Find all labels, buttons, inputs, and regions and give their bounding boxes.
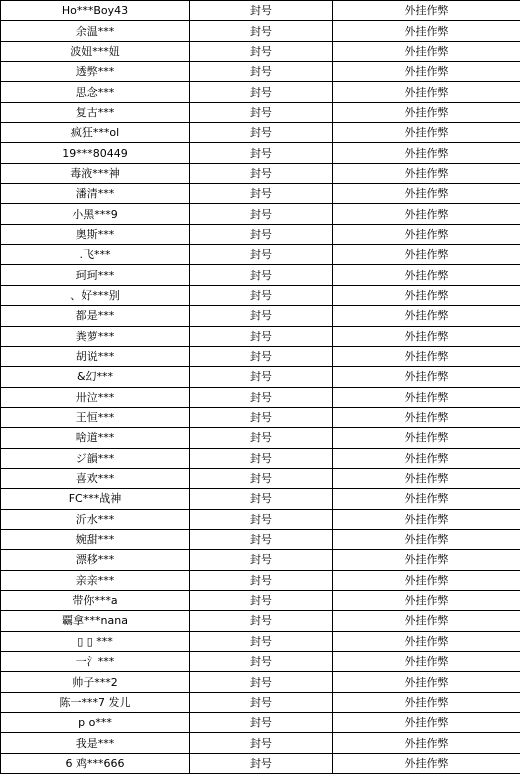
penalty-cell: 封号 xyxy=(190,387,333,407)
player-name-cell: 卅泣*** xyxy=(1,387,190,407)
reason-cell: 外挂作弊 xyxy=(333,224,520,244)
table-row xyxy=(1,143,520,163)
table-row xyxy=(1,448,520,468)
penalty-cell: 封号 xyxy=(190,590,333,610)
reason-cell: 外挂作弊 xyxy=(333,631,520,651)
reason-cell: 外挂作弊 xyxy=(333,21,520,41)
penalty-cell: 封号 xyxy=(190,204,333,224)
reason-cell: 外挂作弊 xyxy=(333,611,520,631)
player-name-cell: 都是*** xyxy=(1,306,190,326)
penalty-cell: 封号 xyxy=(190,672,333,692)
reason-cell: 外挂作弊 xyxy=(333,692,520,712)
reason-cell: 外挂作弊 xyxy=(333,448,520,468)
penalty-cell: 封号 xyxy=(190,123,333,143)
player-name-cell: p o*** xyxy=(1,713,190,733)
table-row xyxy=(1,21,520,41)
penalty-cell: 封号 xyxy=(190,468,333,488)
reason-cell: 外挂作弊 xyxy=(333,102,520,122)
table-row xyxy=(1,713,520,733)
reason-cell: 外挂作弊 xyxy=(333,285,520,305)
table-row xyxy=(1,590,520,610)
player-name-cell: 透弊*** xyxy=(1,62,190,82)
reason-cell: 外挂作弊 xyxy=(333,123,520,143)
penalty-cell: 封号 xyxy=(190,306,333,326)
table-row xyxy=(1,62,520,82)
penalty-cell: 封号 xyxy=(190,509,333,529)
reason-cell: 外挂作弊 xyxy=(333,590,520,610)
player-name-cell: 帅子***2 xyxy=(1,672,190,692)
player-name-cell: &幻*** xyxy=(1,367,190,387)
ban-list-body xyxy=(1,1,520,774)
reason-cell: 外挂作弊 xyxy=(333,326,520,346)
penalty-cell: 封号 xyxy=(190,21,333,41)
table-row xyxy=(1,407,520,427)
penalty-cell: 封号 xyxy=(190,143,333,163)
reason-cell: 外挂作弊 xyxy=(333,184,520,204)
player-name-cell: 、好***别 xyxy=(1,285,190,305)
penalty-cell: 封号 xyxy=(190,265,333,285)
table-row xyxy=(1,692,520,712)
penalty-cell: 封号 xyxy=(190,285,333,305)
table-row xyxy=(1,529,520,549)
player-name-cell: 余温*** xyxy=(1,21,190,41)
penalty-cell: 封号 xyxy=(190,733,333,753)
player-name-cell: ▯ ▯ *** xyxy=(1,631,190,651)
penalty-cell: 封号 xyxy=(190,1,333,21)
reason-cell: 外挂作弊 xyxy=(333,550,520,570)
table-row xyxy=(1,509,520,529)
player-name-cell: 覊拿***nana xyxy=(1,611,190,631)
player-name-cell: 亲亲*** xyxy=(1,570,190,590)
player-name-cell: 王恒*** xyxy=(1,407,190,427)
player-name-cell: 沂水*** xyxy=(1,509,190,529)
penalty-cell: 封号 xyxy=(190,611,333,631)
table-row xyxy=(1,1,520,21)
reason-cell: 外挂作弊 xyxy=(333,62,520,82)
table-row xyxy=(1,184,520,204)
table-row xyxy=(1,163,520,183)
player-name-cell: 毒液***神 xyxy=(1,163,190,183)
reason-cell: 外挂作弊 xyxy=(333,652,520,672)
table-row xyxy=(1,265,520,285)
penalty-cell: 封号 xyxy=(190,448,333,468)
table-row xyxy=(1,245,520,265)
penalty-cell: 封号 xyxy=(190,570,333,590)
table-row xyxy=(1,753,520,773)
table-row xyxy=(1,489,520,509)
player-name-cell: 疯狂***ol xyxy=(1,123,190,143)
player-name-cell: ジ韻*** xyxy=(1,448,190,468)
table-row xyxy=(1,346,520,366)
reason-cell: 外挂作弊 xyxy=(333,407,520,427)
reason-cell: 外挂作弊 xyxy=(333,570,520,590)
table-row xyxy=(1,672,520,692)
reason-cell: 外挂作弊 xyxy=(333,204,520,224)
reason-cell: 外挂作弊 xyxy=(333,265,520,285)
table-row xyxy=(1,611,520,631)
player-name-cell: 陈一***7 发儿 xyxy=(1,692,190,712)
reason-cell: 外挂作弊 xyxy=(333,346,520,366)
reason-cell: 外挂作弊 xyxy=(333,82,520,102)
reason-cell: 外挂作弊 xyxy=(333,41,520,61)
penalty-cell: 封号 xyxy=(190,163,333,183)
player-name-cell: 粪萝*** xyxy=(1,326,190,346)
player-name-cell: Ho***Boy43 xyxy=(1,1,190,21)
table-row xyxy=(1,428,520,448)
reason-cell: 外挂作弊 xyxy=(333,143,520,163)
penalty-cell: 封号 xyxy=(190,102,333,122)
reason-cell: 外挂作弊 xyxy=(333,509,520,529)
table-row xyxy=(1,652,520,672)
penalty-cell: 封号 xyxy=(190,62,333,82)
player-name-cell: 潘清*** xyxy=(1,184,190,204)
table-row xyxy=(1,102,520,122)
penalty-cell: 封号 xyxy=(190,326,333,346)
table-row xyxy=(1,306,520,326)
table-row xyxy=(1,41,520,61)
reason-cell: 外挂作弊 xyxy=(333,468,520,488)
player-name-cell: 小黑***9 xyxy=(1,204,190,224)
player-name-cell: 漂移*** xyxy=(1,550,190,570)
player-name-cell: 思念*** xyxy=(1,82,190,102)
penalty-cell: 封号 xyxy=(190,245,333,265)
table-row xyxy=(1,204,520,224)
reason-cell: 外挂作弊 xyxy=(333,489,520,509)
penalty-cell: 封号 xyxy=(190,82,333,102)
table-row xyxy=(1,631,520,651)
reason-cell: 外挂作弊 xyxy=(333,367,520,387)
player-name-cell: 胡说*** xyxy=(1,346,190,366)
penalty-cell: 封号 xyxy=(190,367,333,387)
player-name-cell: .飞*** xyxy=(1,245,190,265)
reason-cell: 外挂作弊 xyxy=(333,163,520,183)
penalty-cell: 封号 xyxy=(190,41,333,61)
penalty-cell: 封号 xyxy=(190,692,333,712)
player-name-cell: 复古*** xyxy=(1,102,190,122)
table-row xyxy=(1,326,520,346)
reason-cell: 外挂作弊 xyxy=(333,672,520,692)
player-name-cell: 喜欢*** xyxy=(1,468,190,488)
table-row xyxy=(1,123,520,143)
player-name-cell: 奥斯*** xyxy=(1,224,190,244)
player-name-cell: 带你***a xyxy=(1,590,190,610)
penalty-cell: 封号 xyxy=(190,224,333,244)
reason-cell: 外挂作弊 xyxy=(333,529,520,549)
penalty-cell: 封号 xyxy=(190,529,333,549)
reason-cell: 外挂作弊 xyxy=(333,428,520,448)
table-row xyxy=(1,570,520,590)
penalty-cell: 封号 xyxy=(190,713,333,733)
reason-cell: 外挂作弊 xyxy=(333,387,520,407)
penalty-cell: 封号 xyxy=(190,428,333,448)
reason-cell: 外挂作弊 xyxy=(333,753,520,773)
penalty-cell: 封号 xyxy=(190,184,333,204)
reason-cell: 外挂作弊 xyxy=(333,713,520,733)
penalty-cell: 封号 xyxy=(190,631,333,651)
reason-cell: 外挂作弊 xyxy=(333,1,520,21)
table-row xyxy=(1,733,520,753)
penalty-cell: 封号 xyxy=(190,346,333,366)
table-row xyxy=(1,285,520,305)
table-row xyxy=(1,387,520,407)
penalty-cell: 封号 xyxy=(190,652,333,672)
table-row xyxy=(1,82,520,102)
penalty-cell: 封号 xyxy=(190,489,333,509)
penalty-cell: 封号 xyxy=(190,550,333,570)
player-name-cell: 珂珂*** xyxy=(1,265,190,285)
player-name-cell: 婉甜*** xyxy=(1,529,190,549)
reason-cell: 外挂作弊 xyxy=(333,245,520,265)
player-name-cell: 6 鸡***666 xyxy=(1,753,190,773)
table-row xyxy=(1,550,520,570)
reason-cell: 外挂作弊 xyxy=(333,733,520,753)
table-row xyxy=(1,468,520,488)
player-name-cell: 一氵*** xyxy=(1,652,190,672)
reason-cell: 外挂作弊 xyxy=(333,306,520,326)
player-name-cell: FC***战神 xyxy=(1,489,190,509)
player-name-cell: 我是*** xyxy=(1,733,190,753)
table-row xyxy=(1,224,520,244)
player-name-cell: 波妞***妞 xyxy=(1,41,190,61)
player-name-cell: 19***80449 xyxy=(1,143,190,163)
table-row xyxy=(1,367,520,387)
penalty-cell: 封号 xyxy=(190,753,333,773)
player-name-cell: 啥道*** xyxy=(1,428,190,448)
penalty-cell: 封号 xyxy=(190,407,333,427)
